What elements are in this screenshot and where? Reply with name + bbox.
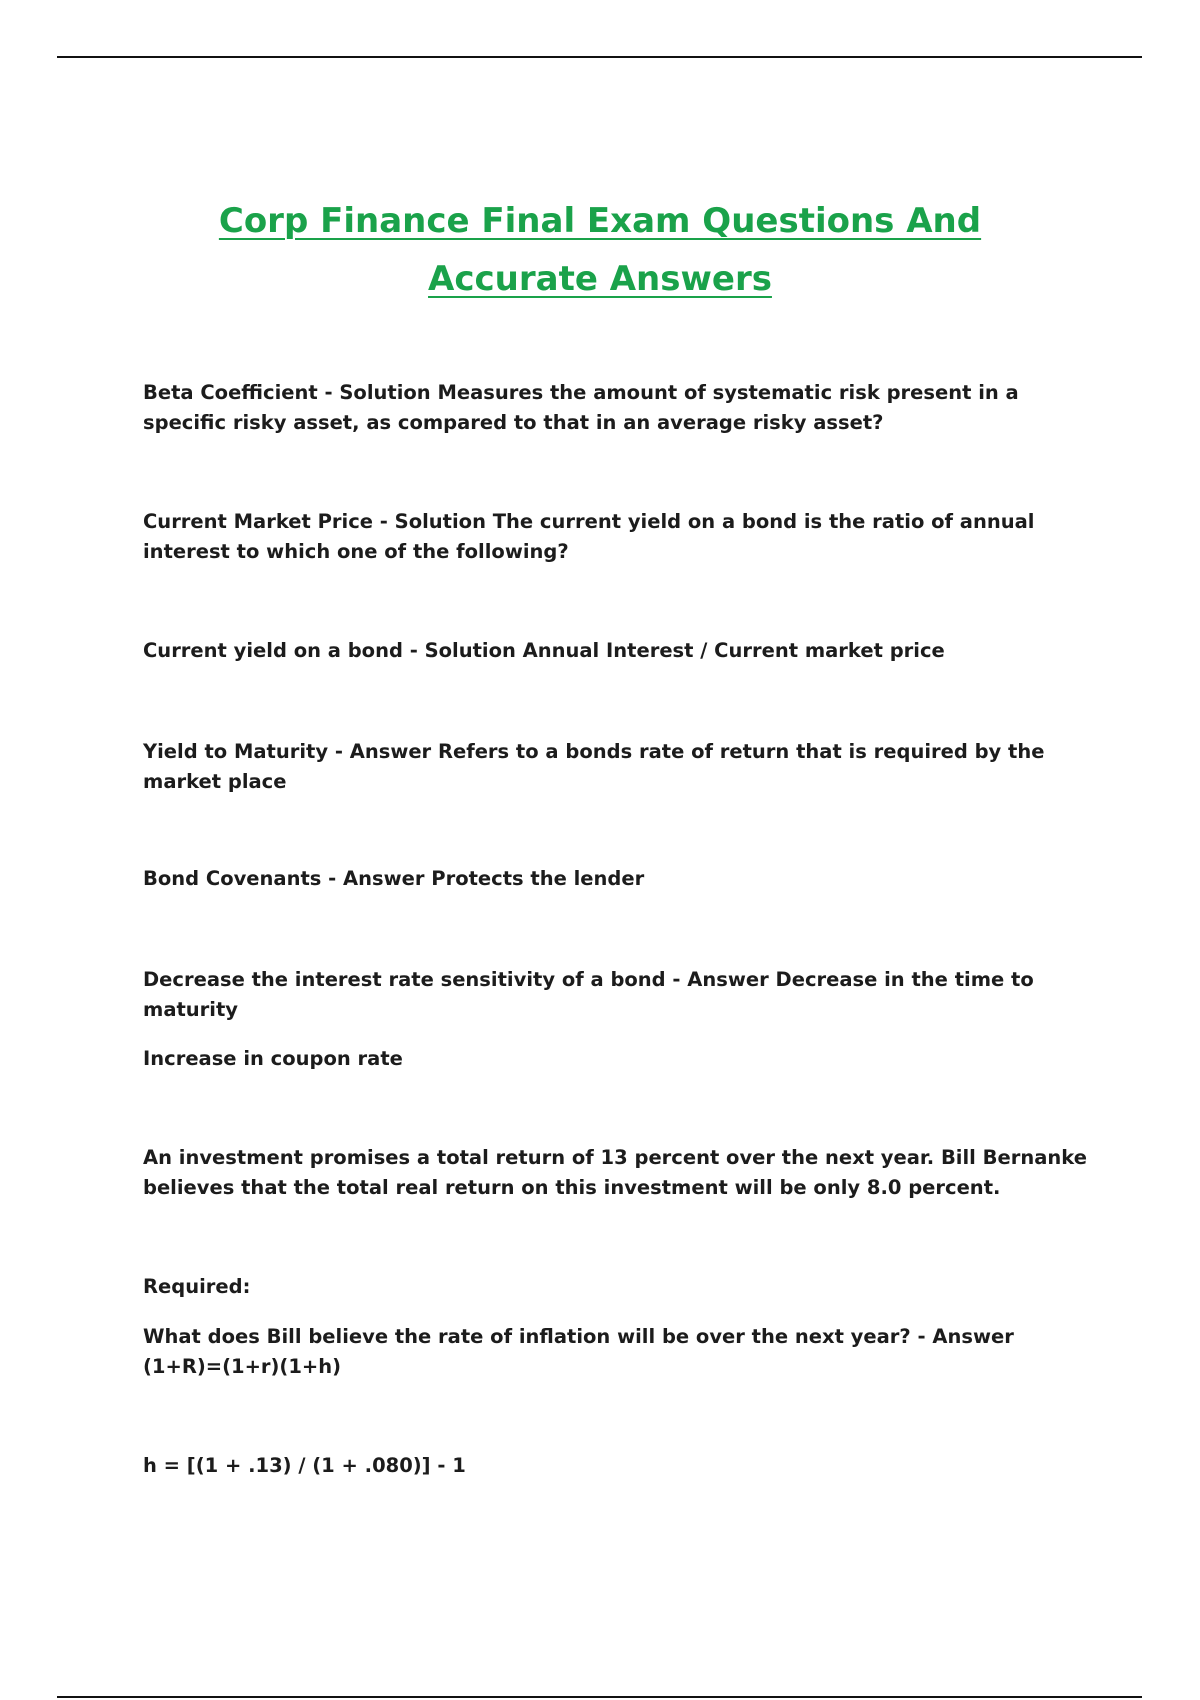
qa-yield-to-maturity: Yield to Maturity - Answer Refers to a bonds rate of return that is required by the market place	[143, 740, 1045, 793]
qa-required-label: Required:	[143, 1275, 251, 1298]
qa-investment-problem: An investment promises a total return of 13 percent over the next year. Bill Bernanke believes that the total real return on this investment will be only 8.0 percent.	[143, 1146, 1087, 1199]
qa-inflation-question: What does Bill believe the rate of inflation will be over the next year? - Answer (1+R)=(1+r)(1+h)	[143, 1325, 1014, 1378]
qa-coupon-rate: Increase in coupon rate	[143, 1047, 403, 1070]
qa-interest-rate-sensitivity: Decrease the interest rate sensitivity of a bond - Answer Decrease in the time to maturity	[143, 968, 1034, 1021]
footer-rule	[57, 1696, 1142, 1698]
qa-current-market-price: Current Market Price - Solution The current yield on a bond is the ratio of annual interest to which one of the following?	[143, 510, 1035, 563]
title-line-2: Accurate Answers	[428, 259, 772, 299]
qa-beta-coefficient: Beta Coefficient - Solution Measures the amount of systematic risk present in a specific risky asset, as compared to that in an average risky asset?	[143, 381, 1019, 434]
header-rule	[57, 56, 1142, 58]
qa-inflation-formula: h = [(1 + .13) / (1 + .080)] - 1	[143, 1454, 466, 1477]
title-line-1: Corp Finance Final Exam Questions And	[218, 201, 982, 241]
document-title	[0, 192, 1200, 308]
qa-bond-covenants: Bond Covenants - Answer Protects the lender	[143, 867, 645, 890]
qa-current-yield: Current yield on a bond - Solution Annual Interest / Current market price	[143, 639, 945, 662]
